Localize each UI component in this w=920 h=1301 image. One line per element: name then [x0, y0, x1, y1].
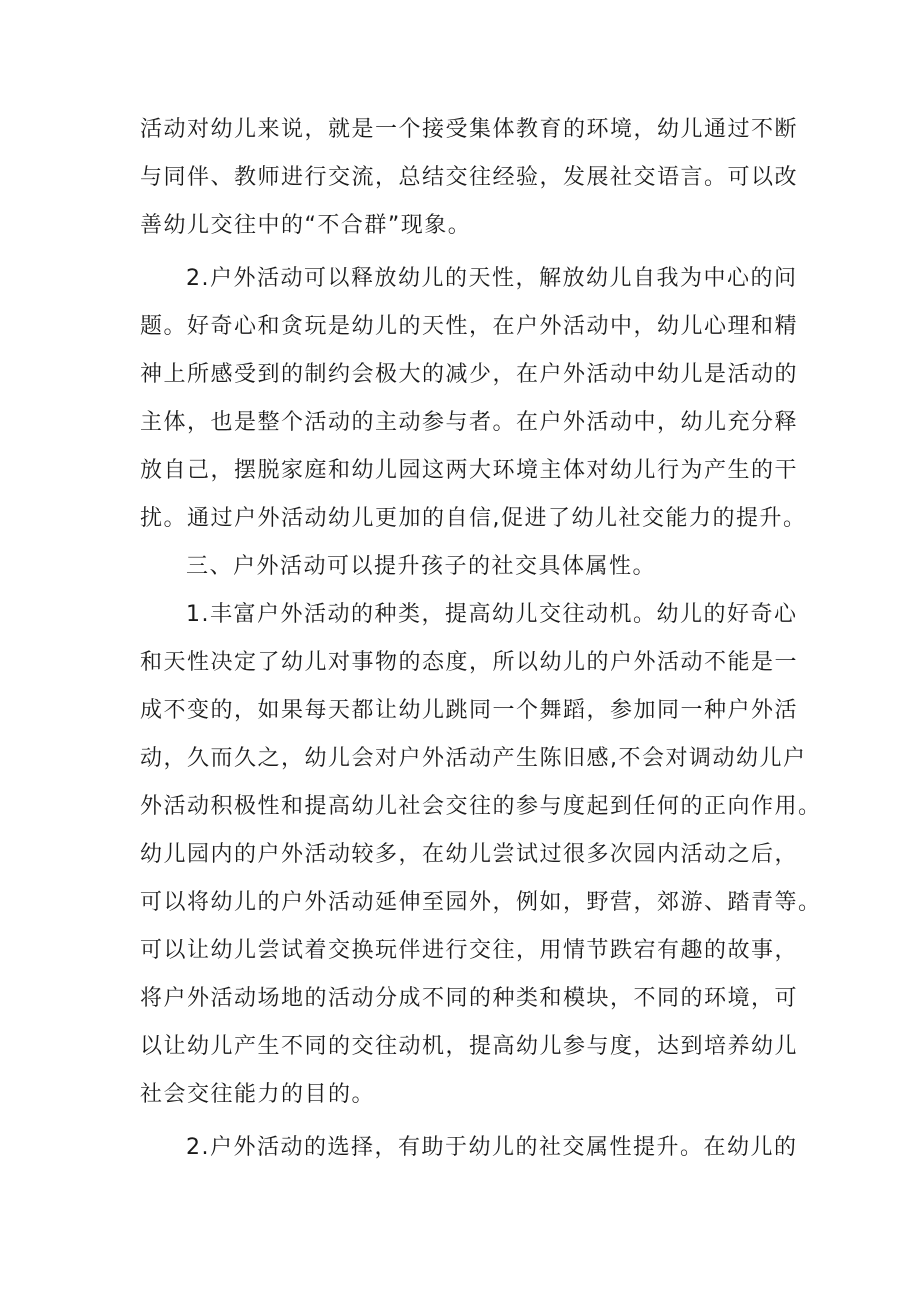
text-line: 题。好奇心和贪玩是幼儿的天性，在户外活动中，幼儿心理和精 — [140, 314, 799, 339]
text-line: 可以将幼儿的户外活动延伸至园外，例如，野营，郊游、踏青等。 — [140, 890, 822, 915]
text-line: 与同伴、教师进行交流，总结交往经验，发展社交语言。可以改 — [140, 165, 799, 190]
text-line: 活动对幼儿来说，就是一个接受集体教育的环境，幼儿通过不断 — [140, 117, 799, 142]
text-line: 将户外活动场地的活动分成不同的种类和模块，不同的环境，可 — [140, 986, 799, 1011]
text-line: 善幼儿交往中的“不合群”现象。 — [140, 213, 472, 238]
text-line: 主体，也是整个活动的主动参与者。在户外活动中，幼儿充分释 — [140, 410, 799, 435]
text-line: 2.户外活动的选择，有助于幼儿的社交属性提升。在幼儿的 — [186, 1135, 798, 1160]
text-line: 1.丰富户外活动的种类，提高幼儿交往动机。幼儿的好奇心 — [186, 602, 798, 627]
text-line: 扰。通过户外活动幼儿更加的自信,促进了幼儿社交能力的提升。 — [140, 506, 807, 531]
text-line: 外活动积极性和提高幼儿社会交往的参与度起到任何的正向作用。 — [140, 794, 822, 819]
text-line: 2.户外活动可以释放幼儿的天性，解放幼儿自我为中心的问 — [186, 266, 798, 291]
text-line: 放自己，摆脱家庭和幼儿园这两大环境主体对幼儿行为产生的干 — [140, 458, 799, 483]
text-line: 社会交往能力的目的。 — [140, 1082, 376, 1107]
text-line: 动，久而久之，幼儿会对户外活动产生陈旧感,不会对调动幼儿户 — [140, 746, 807, 771]
text-line: 和天性决定了幼儿对事物的态度，所以幼儿的户外活动不能是一 — [140, 650, 799, 675]
text-line: 可以让幼儿尝试着交换玩伴进行交往，用情节跌宕有趣的故事， — [140, 938, 799, 963]
text-line: 以让幼儿产生不同的交往动机，提高幼儿参与度，达到培养幼儿 — [140, 1034, 799, 1059]
text-line: 神上所感受到的制约会极大的减少，在户外活动中幼儿是活动的 — [140, 362, 799, 387]
text-line: 幼儿园内的户外活动较多，在幼儿尝试过很多次园内活动之后， — [140, 842, 799, 867]
section-heading: 三、户外活动可以提升孩子的社交具体属性。 — [186, 554, 657, 579]
text-line: 成不变的，如果每天都让幼儿跳同一个舞蹈，参加同一种户外活 — [140, 698, 799, 723]
